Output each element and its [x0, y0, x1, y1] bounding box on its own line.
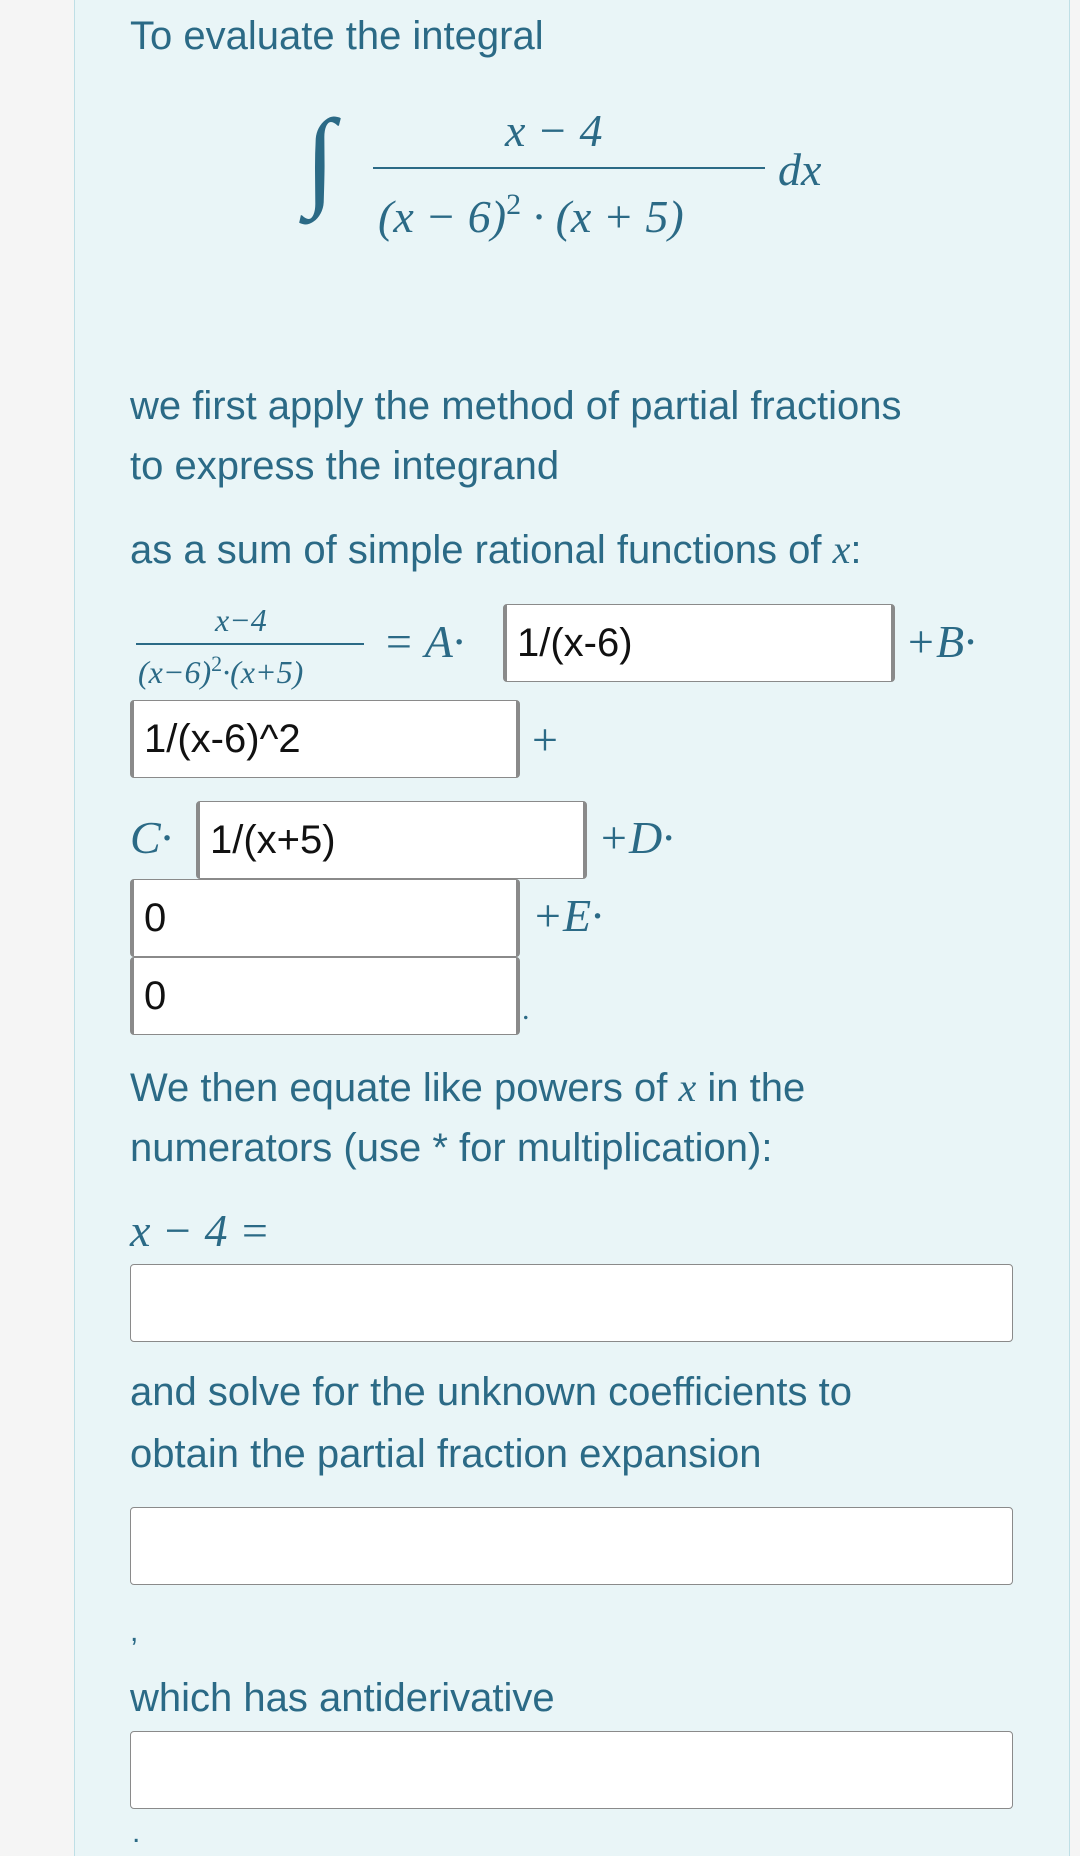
- integral-fraction-bar: [373, 167, 765, 169]
- expansion-comma: ,: [130, 1615, 139, 1648]
- integral-numerator: x − 4: [505, 105, 603, 156]
- coefficient-B-input[interactable]: [130, 700, 520, 778]
- integrand-fraction-bar: [136, 643, 364, 645]
- coefficient-E-input[interactable]: [130, 957, 520, 1035]
- expression-period: .: [522, 993, 530, 1026]
- antiderivative-input[interactable]: [130, 1731, 1013, 1809]
- coefficient-A-input[interactable]: [503, 604, 895, 682]
- trailing-period: .: [132, 1816, 141, 1849]
- coefficient-C-input[interactable]: [196, 801, 587, 879]
- integral-denominator: $(x - 6)^2 \cdot (x + 5)$: [378, 188, 684, 242]
- paragraph-antiderivative: which has antiderivative: [130, 1676, 555, 1720]
- paragraph-equate-powers-line2: numerators (use * for multiplication):: [130, 1126, 773, 1170]
- paragraph-solve-line2: obtain the partial fraction expansion: [130, 1432, 762, 1476]
- paragraph-partial-fractions-line2: to express the integrand: [130, 444, 560, 488]
- integrand-denominator: $(x-6)^2\cdot(x+5)$: [138, 651, 304, 690]
- coefficient-D-input[interactable]: [130, 879, 520, 957]
- partial-fraction-expansion-input[interactable]: [130, 1507, 1013, 1585]
- integral-sign: ∫: [305, 97, 336, 219]
- intro-text: To evaluate the integral: [130, 14, 544, 58]
- paragraph-equate-powers-line1: We then equate like powers of x in the: [130, 1065, 806, 1110]
- paragraph-partial-fractions-line1: we first apply the method of partial fractions: [130, 384, 902, 428]
- plus-B-label: +B·: [905, 616, 976, 667]
- plus-E-label: +E·: [532, 890, 603, 941]
- plus-D-label: +D·: [598, 812, 674, 863]
- numerator-equation-input[interactable]: [130, 1264, 1013, 1342]
- integral-differential: dx: [778, 144, 822, 195]
- C-label: C·: [130, 812, 173, 863]
- paragraph-solve-line1: and solve for the unknown coefficients to: [130, 1370, 852, 1414]
- equals-A-label: = A·: [383, 616, 465, 667]
- plus-sign: +: [532, 714, 558, 765]
- numerator-equation-lhs: x − 4 =: [130, 1205, 270, 1256]
- paragraph-sum-of-rational: as a sum of simple rational functions of x:: [130, 527, 862, 572]
- integrand-numerator: x−4: [215, 602, 267, 638]
